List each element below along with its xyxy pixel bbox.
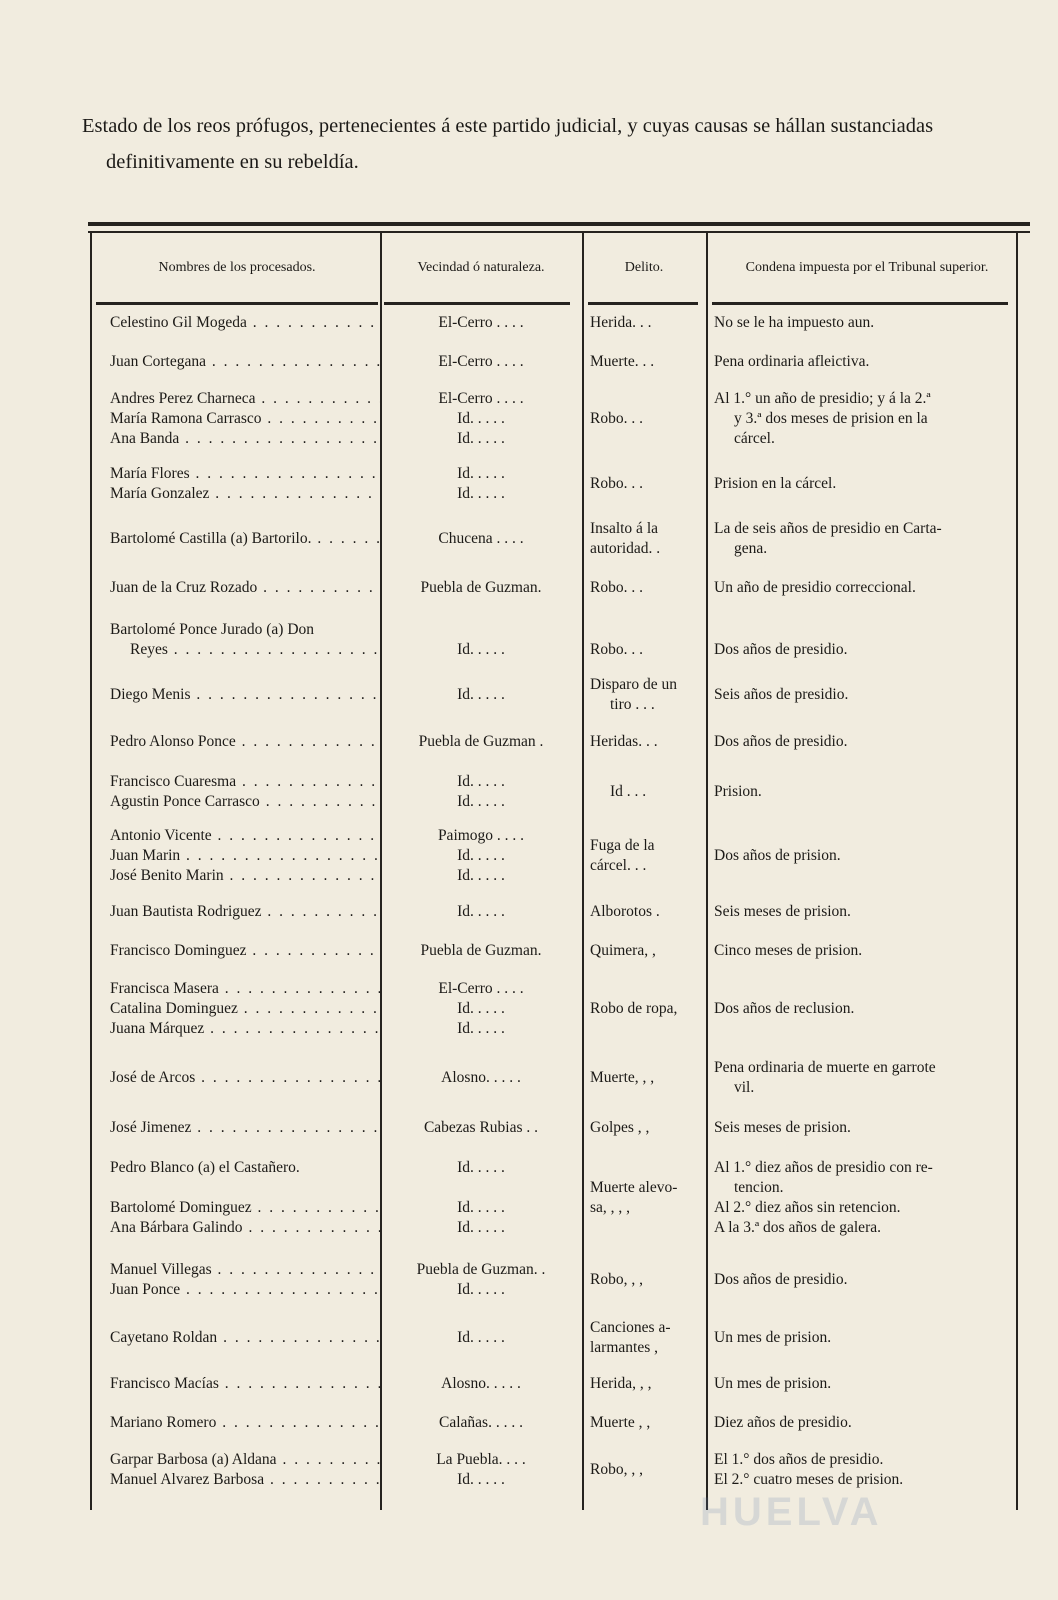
name-line: José Jimenez . . . [110, 1118, 380, 1138]
cell-condena [706, 566, 1028, 610]
cell-nombres [94, 670, 380, 720]
name-line: Manuel Alvarez Barbosa . . . [110, 1470, 380, 1490]
cell-nombres [94, 304, 380, 342]
condena-line: Dos años de prision. [714, 847, 841, 864]
cell-delito [582, 1404, 706, 1442]
cell-vecindad [380, 610, 582, 670]
condena-line: Dos años de presidio. [714, 641, 848, 658]
cell-nombres [94, 720, 380, 764]
cell-delito [582, 566, 706, 610]
cell-nombres [94, 1108, 380, 1148]
vecindad-line: Alosno. . . . . [441, 1069, 521, 1086]
cell-nombres [94, 970, 380, 1048]
cell-vecindad [380, 820, 582, 892]
condena-line: Pena ordinaria de muerte en garrote [714, 1059, 936, 1076]
name-line: María Ramona Carrasco . . . [110, 409, 380, 429]
table-row [94, 764, 1028, 820]
heading-line-2: definitivamente en su rebeldía. [106, 151, 359, 173]
cell-vecindad [380, 670, 582, 720]
vecindad-line: Id. . . . . [457, 1020, 505, 1037]
condena-line: Al 1.° diez años de presidio con re- [714, 1159, 933, 1176]
condena-line: El 1.° dos años de presidio. [714, 1451, 884, 1468]
cell-condena [706, 820, 1028, 892]
cell-delito [582, 1312, 706, 1364]
name-line: Pedro Alonso Ponce . . . [110, 732, 380, 752]
name-line: Pedro Blanco (a) el Castañero. [110, 1159, 300, 1176]
cell-nombres [94, 932, 380, 970]
cell-delito [582, 1364, 706, 1404]
cell-condena [706, 720, 1028, 764]
cell-condena [706, 1312, 1028, 1364]
cell-vecindad [380, 1148, 582, 1248]
name-line: Mariano Romero . . . [110, 1413, 380, 1433]
cell-vecindad [380, 566, 582, 610]
table-row [94, 1048, 1028, 1108]
name-line: Juan Ponce . . . [110, 1280, 380, 1300]
delito-line: Robo. . . [590, 579, 643, 596]
cell-delito [582, 670, 706, 720]
cell-nombres [94, 1048, 380, 1108]
cell-delito [582, 1148, 706, 1248]
vecindad-line: Puebla de Guzman. [420, 579, 542, 596]
cell-delito [582, 512, 706, 566]
cell-vecindad [380, 382, 582, 456]
fugitives-table [94, 232, 1028, 1498]
condena-line: Seis años de presidio. [714, 686, 849, 703]
delito-line [590, 1158, 706, 1178]
condena-line: Cinco meses de prision. [714, 942, 863, 959]
table-row [94, 456, 1028, 512]
delito-line: Robo, , , [590, 1461, 643, 1478]
condena-line: Un mes de prision. [714, 1375, 832, 1392]
cell-nombres [94, 566, 380, 610]
condena-line: y 3.ª dos meses de prision en la [734, 410, 928, 427]
delito-line: larmantes , [590, 1339, 659, 1356]
header-condena: Condena impuesta por el Tribunal superior. [745, 260, 989, 275]
name-line: Andres Perez Charneca . . . [110, 389, 380, 409]
cell-nombres [94, 892, 380, 932]
cell-vecindad [380, 456, 582, 512]
condena-line: Prision. [714, 783, 762, 800]
heading-line-1: Estado de los reos prófugos, pertenecientes á este partido judicial, y cuyas causas se hállan sustanciadas [82, 115, 934, 137]
cell-delito [582, 304, 706, 342]
delito-line: tiro . . . [610, 696, 655, 713]
condena-line: Dos años de presidio. [714, 733, 848, 750]
table-row [94, 1364, 1028, 1404]
header-nombres: Nombres de los procesados. [158, 260, 316, 275]
cell-nombres [94, 1442, 380, 1498]
cell-vecindad [380, 304, 582, 342]
delito-line [590, 1218, 706, 1238]
delito-line: Muerte. . . [590, 353, 655, 370]
cell-condena [706, 304, 1028, 342]
vecindad-line: El-Cerro . . . . [438, 314, 524, 331]
cell-vecindad [380, 970, 582, 1048]
cell-condena [706, 1248, 1028, 1312]
delito-line: Robo, , , [590, 1271, 643, 1288]
vecindad-line: Id. . . . . [457, 410, 505, 427]
cell-vecindad [380, 342, 582, 382]
name-line: Garpar Barbosa (a) Aldana . . . [110, 1450, 380, 1470]
cell-nombres [94, 342, 380, 382]
vecindad-line: Calañas. . . . . [439, 1414, 523, 1431]
condena-line: Seis meses de prision. [714, 903, 851, 920]
cell-vecindad [380, 1048, 582, 1108]
cell-vecindad [380, 932, 582, 970]
name-line: Juan de la Cruz Rozado . . . [110, 578, 380, 598]
name-line: Bartolomé Ponce Jurado (a) Don [110, 621, 315, 638]
name-line: Juana Márquez . . . [110, 1019, 380, 1039]
name-line: Francisco Dominguez . . . [110, 941, 380, 961]
name-line: Bartolomé Dominguez . . . [110, 1198, 380, 1218]
cell-condena [706, 1148, 1028, 1248]
condena-line: tencion. [734, 1179, 784, 1196]
condena-line: gena. [734, 540, 768, 557]
condena-line [714, 620, 1028, 640]
vecindad-line: El-Cerro . . . . [438, 353, 524, 370]
cell-condena [706, 1048, 1028, 1108]
condena-line: Diez años de presidio. [714, 1414, 852, 1431]
table-header-row [94, 232, 1028, 304]
cell-vecindad [380, 764, 582, 820]
vecindad-line: Id. . . . . [457, 430, 505, 447]
table-body [94, 304, 1028, 1498]
vecindad-line: Id. . . . . [457, 773, 505, 790]
table-row [94, 512, 1028, 566]
table-row [94, 1148, 1028, 1248]
condena-line: Al 1.° un año de presidio; y á la 2.ª [714, 390, 931, 407]
vecindad-line: La Puebla. . . . [436, 1451, 526, 1468]
delito-line: cárcel. . . [590, 857, 647, 874]
delito-line: Muerte alevo- [590, 1179, 678, 1196]
table-row [94, 1442, 1028, 1498]
delito-line: autoridad. . [590, 540, 661, 557]
vecindad-line: Id. . . . . [457, 793, 505, 810]
cell-condena [706, 512, 1028, 566]
name-line [110, 1178, 380, 1198]
condena-line: Seis meses de prision. [714, 1119, 851, 1136]
name-line: Catalina Dominguez . . . [110, 999, 380, 1019]
cell-delito [582, 1048, 706, 1108]
cell-nombres [94, 382, 380, 456]
cell-vecindad [380, 1312, 582, 1364]
cell-delito [582, 1108, 706, 1148]
delito-line: Id . . . [610, 783, 647, 800]
library-watermark: HUELVA [700, 1490, 883, 1534]
name-line: Juan Cortegana . . . [110, 352, 380, 372]
name-line: Cayetano Roldan . . . [110, 1328, 380, 1348]
condena-line: La de seis años de presidio en Carta- [714, 520, 942, 537]
delito-line: Golpes , , [590, 1119, 650, 1136]
cell-condena [706, 610, 1028, 670]
delito-line: Herida, , , [590, 1375, 652, 1392]
vecindad-line [380, 1178, 582, 1198]
cell-delito [582, 1248, 706, 1312]
name-line: Francisco Cuaresma . . . [110, 772, 380, 792]
cell-delito [582, 892, 706, 932]
cell-delito [582, 456, 706, 512]
name-line: Antonio Vicente . . . [110, 826, 380, 846]
condena-line: Un año de presidio correccional. [714, 579, 916, 596]
cell-nombres [94, 1312, 380, 1364]
condena-line: A la 3.ª dos años de galera. [714, 1219, 881, 1236]
delito-line: Insalto á la [590, 520, 659, 537]
condena-line: Al 2.° diez años sin retencion. [714, 1199, 901, 1216]
condena-line: No se le ha impuesto aun. [714, 314, 875, 331]
table-top-rule [88, 222, 1030, 226]
vecindad-line: Id. . . . . [457, 903, 505, 920]
cell-condena [706, 764, 1028, 820]
cell-vecindad [380, 892, 582, 932]
name-line: Francisca Masera . . . [110, 979, 380, 999]
cell-nombres [94, 456, 380, 512]
delito-line: Herida. . . [590, 314, 652, 331]
cell-condena [706, 1364, 1028, 1404]
table-row [94, 610, 1028, 670]
vecindad-line: Id. . . . . [457, 867, 505, 884]
name-line: Celestino Gil Mogeda . . . [110, 313, 380, 333]
cell-nombres [94, 820, 380, 892]
name-line: Diego Menis . . . [110, 685, 380, 705]
cell-vecindad [380, 1442, 582, 1498]
name-line: José Benito Marin . . . [110, 866, 380, 886]
delito-line: Robo de ropa, [590, 1000, 678, 1017]
column-line-left [90, 232, 92, 1510]
delito-line [590, 620, 706, 640]
vecindad-line: Chucena . . . . [438, 530, 524, 547]
vecindad-line: Id. . . . . [457, 465, 505, 482]
name-line: Agustin Ponce Carrasco . . . [110, 792, 380, 812]
vecindad-line: Id. . . . . [457, 485, 505, 502]
table-row [94, 342, 1028, 382]
table-row [94, 382, 1028, 456]
cell-condena [706, 670, 1028, 720]
vecindad-line: El-Cerro . . . . [438, 980, 524, 997]
delito-line: Alborotos . [590, 903, 660, 920]
cell-delito [582, 720, 706, 764]
condena-line: Dos años de presidio. [714, 1271, 848, 1288]
cell-condena [706, 970, 1028, 1048]
vecindad-line: Puebla de Guzman. [420, 942, 542, 959]
vecindad-line [380, 620, 582, 640]
name-line: José de Arcos . . . [110, 1068, 380, 1088]
vecindad-line: Id. . . . . [457, 1219, 505, 1236]
cell-condena [706, 1404, 1028, 1442]
vecindad-line: Id. . . . . [457, 1471, 505, 1488]
vecindad-line: Alosno. . . . . [441, 1375, 521, 1392]
condena-line: Prision en la cárcel. [714, 475, 837, 492]
vecindad-line: Id. . . . . [457, 641, 505, 658]
cell-delito [582, 610, 706, 670]
table-row [94, 1108, 1028, 1148]
delito-line: Heridas. . . [590, 733, 658, 750]
table-row [94, 820, 1028, 892]
table-row [94, 970, 1028, 1048]
name-line: Francisco Macías . . . [110, 1374, 380, 1394]
delito-line: sa, , , , [590, 1199, 631, 1216]
delito-line: Muerte , , [590, 1414, 651, 1431]
vecindad-line: Id. . . . . [457, 847, 505, 864]
table-row [94, 1404, 1028, 1442]
table-row [94, 892, 1028, 932]
condena-line: El 2.° cuatro meses de prision. [714, 1471, 904, 1488]
table-row [94, 304, 1028, 342]
name-line: Ana Bárbara Galindo . . . [110, 1218, 380, 1238]
cell-delito [582, 970, 706, 1048]
cell-condena [706, 382, 1028, 456]
name-line: Bartolomé Castilla (a) Bartorilo. . . . [110, 529, 380, 549]
vecindad-line: Id. . . . . [457, 686, 505, 703]
delito-line: Quimera, , [590, 942, 656, 959]
table-row [94, 932, 1028, 970]
page-heading [82, 108, 1042, 180]
cell-delito [582, 820, 706, 892]
vecindad-line: Paimogo . . . . [437, 827, 525, 844]
header-delito: Delito. [624, 260, 664, 275]
table-row [94, 566, 1028, 610]
cell-nombres [94, 610, 380, 670]
cell-vecindad [380, 720, 582, 764]
cell-nombres [94, 1148, 380, 1248]
vecindad-line: Puebla de Guzman . [418, 733, 544, 750]
condena-line: Un mes de prision. [714, 1329, 832, 1346]
vecindad-line: Id. . . . . [457, 1329, 505, 1346]
vecindad-line: Id. . . . . [457, 1281, 505, 1298]
cell-condena [706, 456, 1028, 512]
delito-line: Robo. . . [590, 475, 643, 492]
cell-delito [582, 342, 706, 382]
vecindad-line: Cabezas Rubias . . [423, 1119, 539, 1136]
condena-line: Pena ordinaria afleictiva. [714, 353, 870, 370]
condena-line: cárcel. [734, 430, 775, 447]
table-row [94, 670, 1028, 720]
cell-vecindad [380, 1404, 582, 1442]
name-line: Juan Bautista Rodriguez . . . [110, 902, 380, 922]
cell-vecindad [380, 512, 582, 566]
name-line: María Gonzalez . . . [110, 484, 380, 504]
delito-line: Robo. . . [590, 641, 643, 658]
table-row [94, 1248, 1028, 1312]
delito-line: Fuga de la [590, 837, 655, 854]
delito-line: Muerte, , , [590, 1069, 655, 1086]
cell-vecindad [380, 1364, 582, 1404]
vecindad-line: Id. . . . . [457, 1199, 505, 1216]
vecindad-line: Id. . . . . [457, 1159, 505, 1176]
cell-vecindad [380, 1248, 582, 1312]
cell-condena [706, 932, 1028, 970]
delito-line: Canciones a- [590, 1319, 671, 1336]
name-line: Reyes . . . [110, 640, 380, 660]
vecindad-line: Puebla de Guzman. . [416, 1261, 546, 1278]
table-row [94, 1312, 1028, 1364]
cell-condena [706, 892, 1028, 932]
name-line: Manuel Villegas . . . [110, 1260, 380, 1280]
header-vecindad: Vecindad ó naturaleza. [417, 260, 545, 275]
cell-nombres [94, 1404, 380, 1442]
cell-condena [706, 1108, 1028, 1148]
condena-line: vil. [734, 1079, 755, 1096]
vecindad-line: El-Cerro . . . . [438, 390, 524, 407]
cell-delito [582, 932, 706, 970]
cell-vecindad [380, 1108, 582, 1148]
vecindad-line: Id. . . . . [457, 1000, 505, 1017]
cell-nombres [94, 764, 380, 820]
table-row [94, 720, 1028, 764]
cell-nombres [94, 512, 380, 566]
cell-delito [582, 764, 706, 820]
cell-delito [582, 382, 706, 456]
delito-line: Disparo de un [590, 676, 677, 693]
condena-line: Dos años de reclusion. [714, 1000, 855, 1017]
name-line: María Flores . . . [110, 464, 380, 484]
cell-nombres [94, 1364, 380, 1404]
name-line: Juan Marin . . . [110, 846, 380, 866]
delito-line: Robo. . . [590, 410, 643, 427]
cell-delito [582, 1442, 706, 1498]
name-line: Ana Banda . . . [110, 429, 380, 449]
cell-nombres [94, 1248, 380, 1312]
cell-condena [706, 342, 1028, 382]
